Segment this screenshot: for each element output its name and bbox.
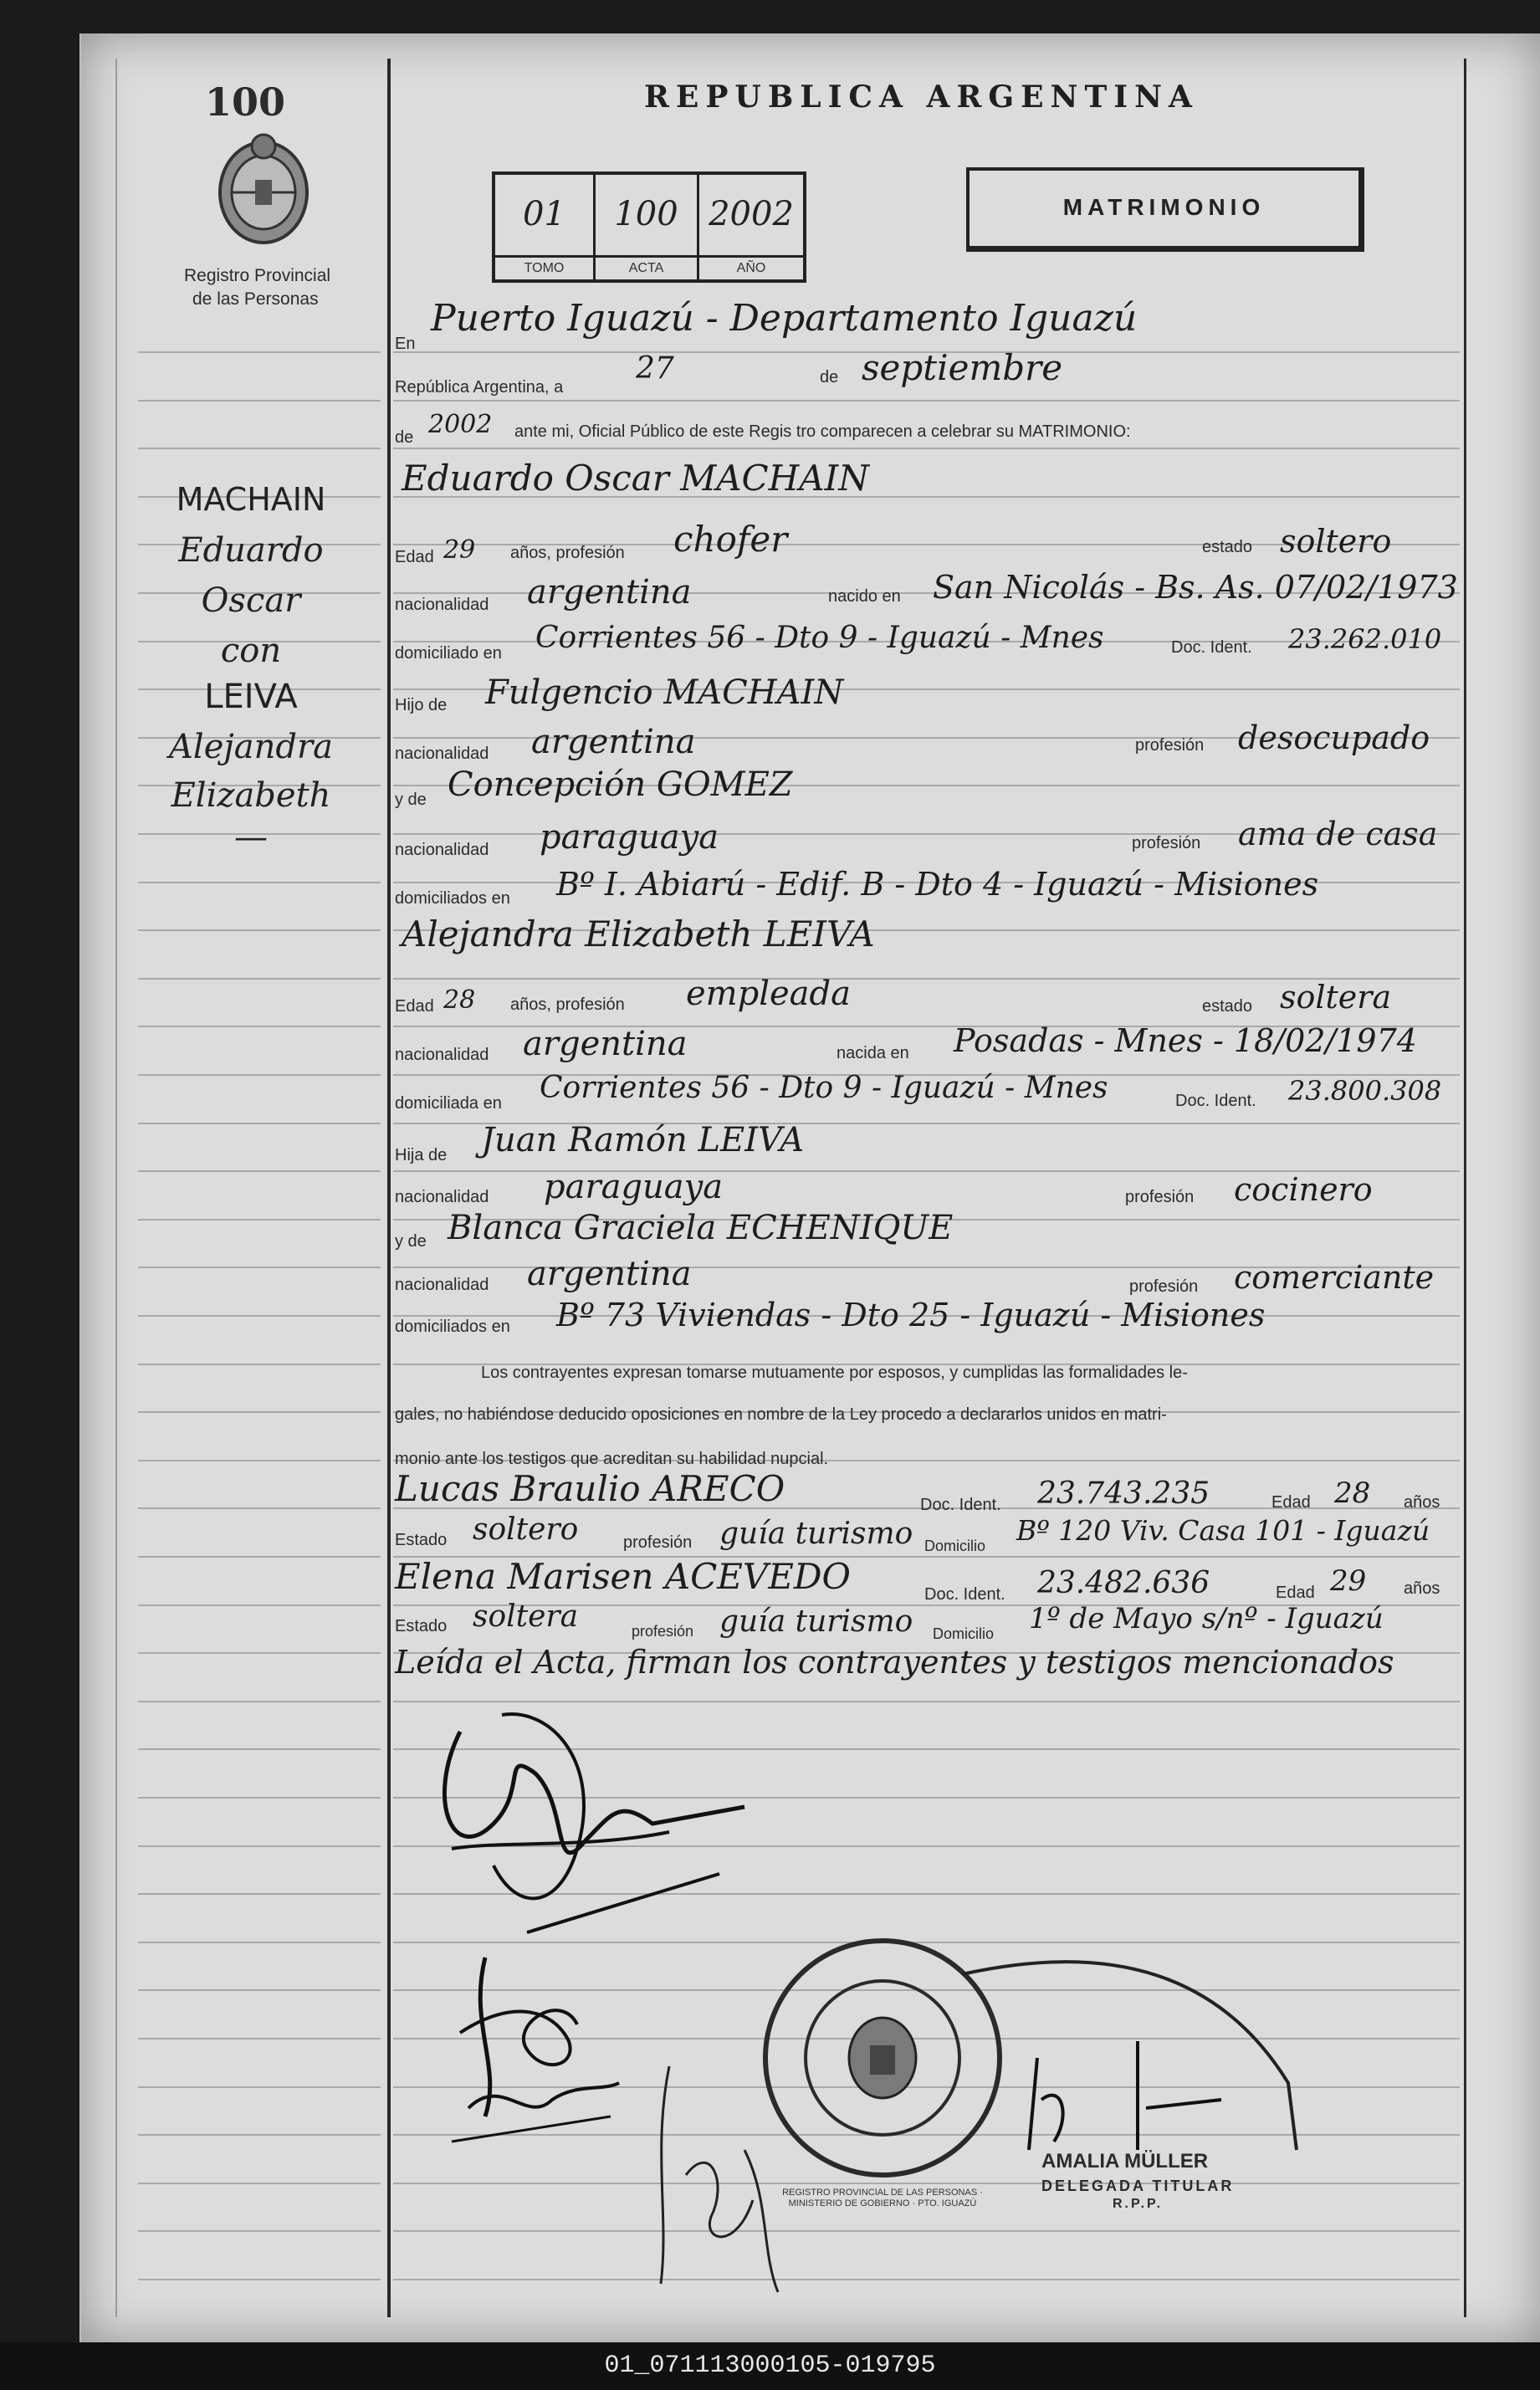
witness2-doc-label: Doc. Ident. (924, 1585, 1005, 1604)
witness2-estado-label: Estado (395, 1617, 448, 1635)
registry-name-line1: Registro Provincial (184, 266, 331, 285)
groom-madre-label: y de (395, 791, 427, 809)
groom-edad-label: Edad (395, 548, 434, 566)
witness2-estado: soltera (473, 1599, 579, 1634)
witness2-dom-label: Domicilio (933, 1625, 995, 1642)
groom-madre: Concepción GOMEZ (448, 765, 793, 804)
groom-padres-dom-label: domiciliados en (395, 889, 510, 908)
bride-name: Alejandra Elizabeth LEIVA (402, 914, 875, 954)
witness1-domicilio: Bº 120 Viv. Casa 101 - Iguazú (1016, 1514, 1430, 1547)
margin-ruled-line (138, 978, 381, 980)
day-value: 27 (636, 351, 674, 386)
declaration-line2: gales, no habiéndose deducido oposiciones en nombre de la Ley procedo a declararlos unidos en matri- (395, 1405, 1167, 1424)
bride-domicilio: Corrientes 56 - Dto 9 - Iguazú - Mnes (540, 1071, 1108, 1105)
bride-padre-prof: cocinero (1234, 1171, 1373, 1208)
act-type-label: MATRIMONIO (1062, 194, 1266, 220)
margin-ruled-line (138, 2279, 381, 2280)
margin-name-line: Alejandra (169, 728, 333, 766)
groom-nacionalidad: argentina (527, 573, 692, 612)
groom-madre-nac-label: nacionalidad (395, 841, 489, 859)
margin-name-line: Oscar (201, 581, 301, 620)
groom-edad: 29 (443, 535, 476, 565)
margin-ruled-line (138, 1123, 381, 1124)
groom-nacido: San Nicolás - Bs. As. 07/02/1973 (933, 569, 1458, 606)
witness2-anos-label: años (1404, 1579, 1440, 1598)
bride-madre-label: y de (395, 1232, 427, 1251)
witness2-name: Elena Marisen ACEVEDO (395, 1556, 851, 1597)
witness1-anos-label: años (1404, 1493, 1440, 1512)
place-value: Puerto Iguazú - Departamento Iguazú (431, 297, 1138, 340)
margin-name-line: MACHAIN (176, 481, 326, 518)
bride-edad-label: Edad (395, 997, 434, 1016)
groom-madre-nac: paraguaya (540, 818, 719, 857)
seal-text: REGISTRO PROVINCIAL DE LAS PERSONAS · MINISTERIO DE GOBIERNO · PTO. IGUAZÚ (782, 2188, 983, 2208)
margin-ruled-line (138, 1797, 381, 1799)
groom-doc: 23.262.010 (1288, 623, 1442, 655)
witness2-profesion: guía turismo (719, 1604, 913, 1639)
bride-padre-prof-label: profesión (1125, 1188, 1195, 1206)
margin-ruled-line (138, 2086, 381, 2088)
witness1-doc: 23.743.235 (1037, 1476, 1210, 1511)
tomo-label: TOMO (495, 255, 593, 276)
margin-name-line: con (220, 632, 282, 670)
margin-ruled-line (138, 1219, 381, 1221)
groom-name: Eduardo Oscar MACHAIN (402, 458, 869, 499)
witness1-prof-label: profesión (623, 1533, 693, 1552)
bride-doc-label: Doc. Ident. (1175, 1092, 1256, 1110)
officer-subtitle: R.P.P. (1113, 2197, 1164, 2211)
margin-ruled-line (138, 882, 381, 883)
groom-nacido-label: nacido en (828, 587, 901, 606)
witness1-edad: 28 (1334, 1476, 1371, 1510)
left-edge (115, 59, 117, 2317)
margin-ruled-line (138, 929, 381, 931)
groom-hijo-label: Hijo de (395, 696, 448, 714)
bride-madre-nac-label: nacionalidad (395, 1276, 489, 1294)
margin-ruled-line (138, 2183, 381, 2184)
bride-padre-nac-label: nacionalidad (395, 1188, 489, 1206)
witness2-edad: 29 (1330, 1564, 1367, 1598)
bride-padres-dom: Bº 73 Viviendas - Dto 25 - Iguazú - Misiones (556, 1297, 1266, 1333)
margin-ruled-line (138, 1074, 381, 1076)
bride-dom-label: domiciliada en (395, 1094, 502, 1113)
witness1-estado-label: Estado (395, 1531, 448, 1549)
signature-officer-icon (945, 1941, 1330, 2158)
witness1-estado: soltero (473, 1512, 579, 1547)
signature-groom-icon (402, 1698, 753, 1949)
groom-dom-label: domiciliado en (395, 644, 502, 663)
margin-ruled-line (138, 2230, 381, 2232)
witness1-profesion: guía turismo (719, 1517, 913, 1551)
witness2-doc: 23.482.636 (1037, 1566, 1210, 1600)
bride-estado-label: estado (1202, 997, 1253, 1016)
bride-nacionalidad: argentina (523, 1025, 688, 1063)
margin-ruled-line (138, 1942, 381, 1943)
margin-ruled-line (138, 1364, 381, 1365)
witness1-edad-label: Edad (1271, 1493, 1311, 1512)
bride-madre-nac: argentina (527, 1255, 692, 1293)
margin-ruled-line (138, 351, 381, 353)
margin-ruled-line (138, 1460, 381, 1461)
groom-domicilio: Corrientes 56 - Dto 9 - Iguazú - Mnes (535, 621, 1104, 655)
officer-title: DELEGADA TITULAR (1041, 2178, 1235, 2194)
margin-divider (387, 59, 391, 2317)
tomo-value: 01 (523, 195, 565, 233)
statement-text: ante mi, Oficial Público de este Regis tro comparecen a celebrar su MATRIMONIO: (514, 422, 1131, 441)
bride-edad: 28 (443, 985, 476, 1015)
margin-ruled-line (138, 1652, 381, 1654)
year-value: 2002 (428, 410, 493, 439)
coat-of-arms-icon (213, 130, 314, 247)
margin-ruled-line (138, 1170, 381, 1172)
margin-ruled-line (138, 1748, 381, 1750)
witness2-domicilio: 1º de Mayo s/nº - Iguazú (1029, 1602, 1384, 1635)
margin-ruled-line (138, 1893, 381, 1895)
margin-ruled-line (138, 1556, 381, 1558)
en-label: En (395, 335, 416, 353)
right-border (1464, 59, 1466, 2317)
groom-padre: Fulgencio MACHAIN (485, 673, 844, 712)
witness2-edad-label: Edad (1276, 1584, 1315, 1602)
month-value: septiembre (862, 347, 1063, 388)
margin-ruled-line (138, 1026, 381, 1027)
page-number: 100 (205, 79, 286, 125)
bride-doc: 23.800.308 (1288, 1075, 1442, 1107)
declaration-line3: monio ante los testigos que acreditan su habilidad nupcial. (395, 1450, 829, 1468)
bride-padres-dom-label: domiciliados en (395, 1318, 510, 1336)
record-id-box (492, 171, 806, 283)
country-title: REPUBLICA ARGENTINA (644, 79, 1199, 115)
groom-profesion: chofer (673, 519, 788, 560)
ruled-line (393, 400, 1460, 402)
ruled-line (393, 2230, 1460, 2232)
month-prefix-label: de (820, 368, 839, 386)
groom-padre-nac-label: nacionalidad (395, 745, 489, 763)
witness1-doc-label: Doc. Ident. (920, 1496, 1001, 1514)
groom-nac-label: nacionalidad (395, 596, 489, 614)
margin-ruled-line (138, 2134, 381, 2136)
margin-ruled-line (138, 1267, 381, 1268)
groom-madre-prof-label: profesión (1132, 834, 1201, 852)
witness1-name: Lucas Braulio ARECO (395, 1468, 785, 1509)
margin-ruled-line (138, 1989, 381, 1991)
groom-padre-prof: desocupado (1238, 719, 1430, 756)
margin-ruled-line (138, 1411, 381, 1413)
witness1-dom-label: Domicilio (924, 1538, 986, 1554)
margin-ruled-line (138, 2038, 381, 2039)
margin-name-line: — (234, 818, 268, 857)
bride-padre: Juan Ramón LEIVA (481, 1121, 805, 1159)
ano-value: 2002 (709, 195, 794, 233)
margin-ruled-line (138, 1315, 381, 1317)
ano-label: AÑO (699, 255, 803, 276)
bride-padre-nac: paraguaya (544, 1168, 724, 1206)
signature-bride-icon (435, 1949, 652, 2167)
ruled-line (393, 448, 1460, 449)
margin-name-line: Elizabeth (171, 776, 331, 815)
groom-doc-label: Doc. Ident. (1171, 638, 1252, 657)
groom-estado-label: estado (1202, 538, 1253, 556)
bride-estado: soltera (1280, 979, 1392, 1016)
bride-nac-label: nacionalidad (395, 1046, 489, 1064)
closing-statement: Leída el Acta, firman los contrayentes y testigos mencionados (395, 1644, 1394, 1681)
margin-ruled-line (138, 1604, 381, 1606)
document-id-footer: 01_071113000105-019795 (0, 2342, 1540, 2390)
margin-ruled-line (138, 448, 381, 449)
bride-profesion: empleada (686, 975, 851, 1013)
bride-madre: Blanca Graciela ECHENIQUE (448, 1209, 954, 1247)
bride-madre-prof-label: profesión (1129, 1277, 1199, 1296)
acta-value: 100 (614, 195, 678, 233)
bride-nacido: Posadas - Mnes - 18/02/1974 (954, 1022, 1417, 1059)
acta-label: ACTA (596, 255, 697, 276)
margin-name-line: Eduardo (178, 531, 324, 570)
margin-name-line: LEIVA (204, 678, 298, 716)
act-type-box (966, 167, 1364, 252)
groom-madre-prof: ama de casa (1238, 816, 1438, 852)
groom-padre-prof-label: profesión (1135, 736, 1205, 755)
margin-ruled-line (138, 1507, 381, 1509)
registry-name-line2: de las Personas (192, 289, 319, 309)
officer-name: AMALIA MÜLLER (1041, 2150, 1209, 2172)
bride-hija-label: Hija de (395, 1146, 448, 1164)
bride-anos-label: años, profesión (510, 995, 625, 1014)
groom-anos-label: años, profesión (510, 544, 625, 562)
margin-ruled-line (138, 400, 381, 402)
bride-madre-prof: comerciante (1234, 1259, 1435, 1296)
republica-label: República Argentina, a (395, 378, 564, 397)
ruled-line (393, 2279, 1460, 2280)
margin-ruled-line (138, 1845, 381, 1847)
groom-padres-dom: Bº I. Abiarú - Edif. B - Dto 4 - Iguazú - Misiones (556, 866, 1319, 903)
year-prefix-label: de (395, 428, 414, 447)
witness2-prof-label: profesión (632, 1623, 694, 1640)
groom-estado: soltero (1280, 523, 1392, 560)
declaration-line1: Los contrayentes expresan tomarse mutuamente por esposos, y cumplidas las formalidades le- (481, 1364, 1188, 1382)
groom-padre-nac: argentina (531, 723, 696, 761)
bride-nacido-label: nacida en (837, 1044, 909, 1062)
margin-ruled-line (138, 1701, 381, 1702)
